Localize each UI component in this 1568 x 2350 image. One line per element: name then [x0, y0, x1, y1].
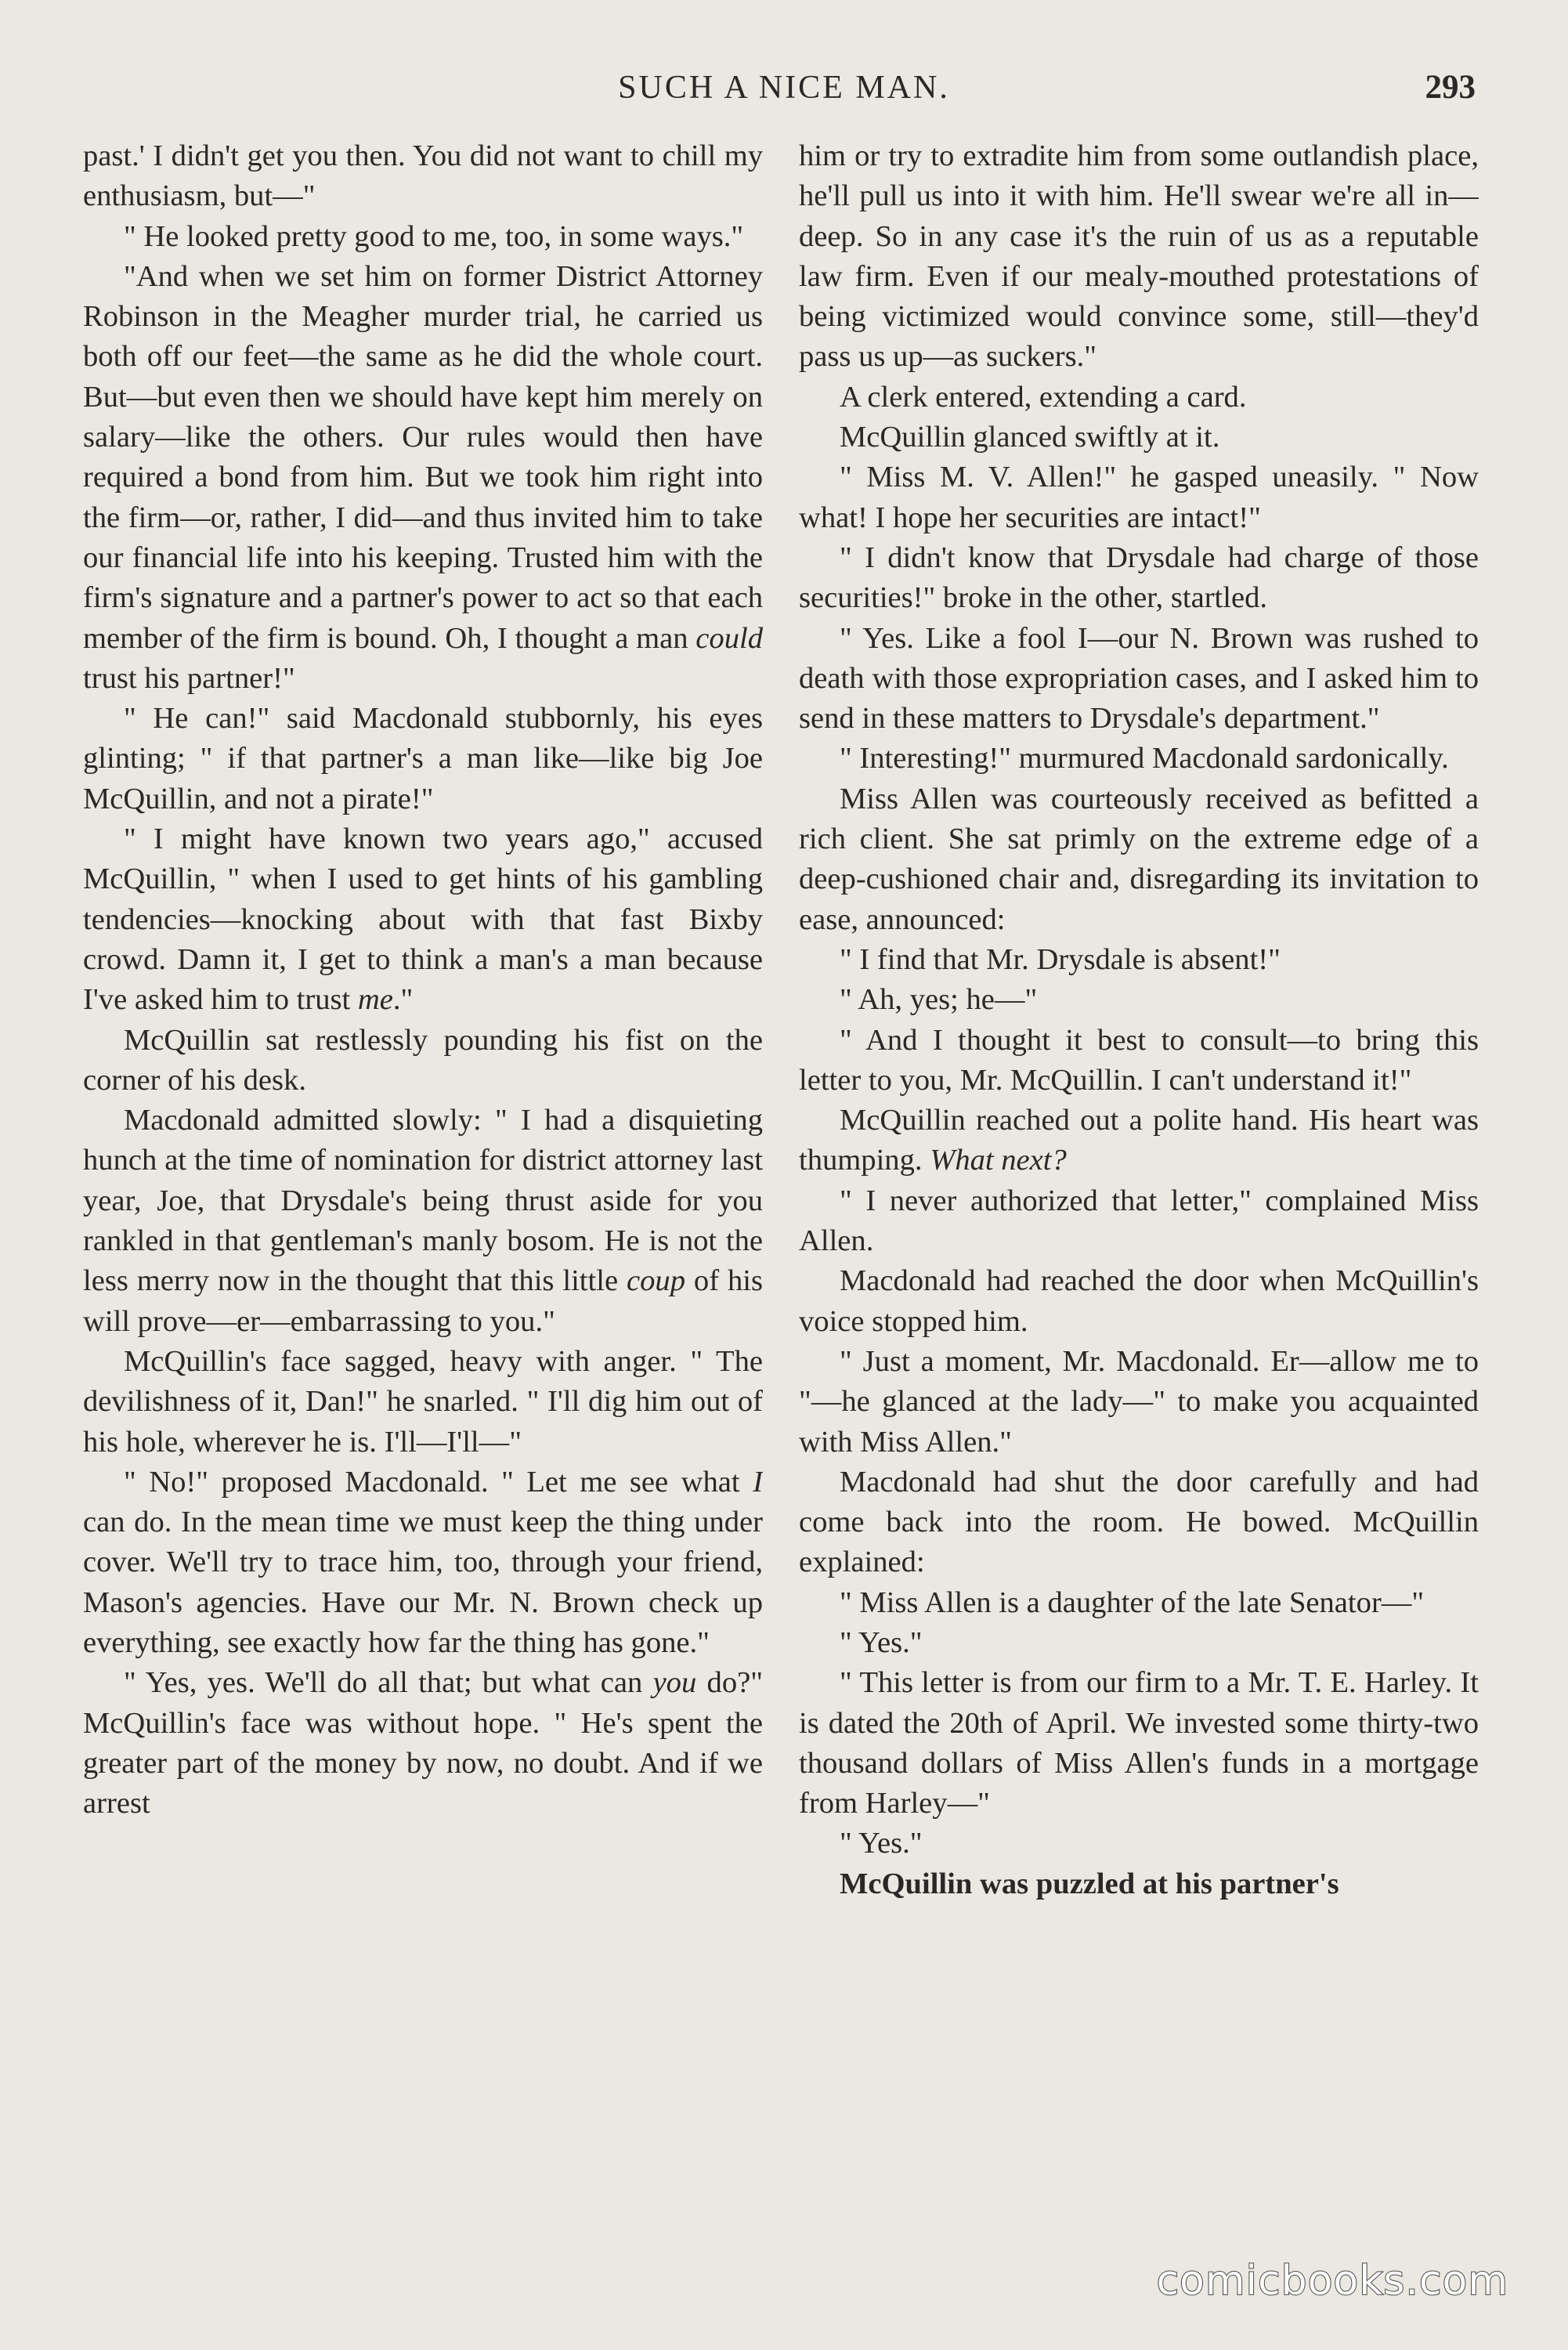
text-run: McQuillin glanced swiftly at it. — [840, 421, 1220, 454]
text-run: " No!" proposed Macdonald. " Let me see what — [124, 1465, 753, 1499]
paragraph-left-7 — [83, 1101, 763, 1342]
text-run: " I find that Mr. Drysdale is absent!" — [840, 942, 1281, 976]
paragraph-right-2 — [799, 378, 1479, 418]
paragraph-right-21 — [799, 1864, 1479, 1904]
text-column-left — [83, 136, 763, 2283]
paragraph-left-1 — [83, 136, 763, 217]
text-run: can do. In the mean time we must keep the thing under cover. We'll try to trace him, too, through your friend, Mason's agencies. Have our Mr. N. Brown check up everything, see exactly how far the thing has gone." — [83, 1506, 763, 1659]
paragraph-left-5 — [83, 819, 763, 1020]
paragraph-left-9 — [83, 1462, 763, 1663]
text-run: "And when we set him on former District Attorney Robinson in the Meagher murder trial, he carried us both off our feet—the same as he did the whole court. But—but even then we should have kept him merely on salary—like the others. Our rules would then have required a bond from him. But we took him right into the firm—or, rather, I did—and thus invited him to take our financial life into his keeping. Trusted him with the firm's signature and a partner's power to act so that each member of the firm is bound. Oh, I thought a man — [83, 259, 763, 655]
paragraph-right-4 — [799, 457, 1479, 538]
paragraph-right-13 — [799, 1181, 1479, 1262]
text-run: McQuillin reached out a polite hand. His heart was thumping. — [799, 1104, 1479, 1177]
text-run: " Ah, yes; he—" — [840, 983, 1038, 1017]
paragraph-right-19 — [799, 1663, 1479, 1824]
text-run: " Miss M. V. Allen!" he gasped uneasily. " Now what! I hope her securities are intact!" — [799, 461, 1479, 534]
text-run: trust his partner!" — [83, 661, 295, 695]
text-run: " Yes, yes. We'll do all that; but what can — [124, 1666, 653, 1700]
text-run: A clerk entered, extending a card. — [840, 380, 1247, 414]
text-run: " I didn't know that Drysdale had charge of those securities!" broke in the other, startled. — [799, 540, 1479, 615]
paragraph-right-12 — [799, 1101, 1479, 1181]
text-run: " Interesting!" murmured Macdonald sardonically. — [840, 742, 1449, 776]
text-run: " I might have known two years ago," accused McQuillin, " when I used to get hints of his gambling tendencies—knocking about with that fast Bixby crowd. Damn it, I get to think a man's a man because I've asked him to trust — [83, 822, 763, 1017]
text-run: do?" McQuillin's face was without hope. " He's spent the greater part of the money by now, no doubt. And if we arrest — [83, 1666, 763, 1820]
text-column-right — [799, 136, 1479, 2283]
paragraph-right-15 — [799, 1342, 1479, 1462]
running-title: SUCH A NICE MAN. — [618, 70, 950, 106]
paragraph-right-3 — [799, 418, 1479, 457]
text-run: Macdonald had reached the door when McQuillin's voice stopped him. — [799, 1264, 1479, 1338]
paragraph-left-3 — [83, 257, 763, 699]
text-run: " This letter is from our firm to a Mr. T. E. Harley. It is dated the 20th of April. We invested some thirty-two thousand dollars of Miss Allen's funds in a mortgage from Harley—" — [799, 1666, 1479, 1820]
text-run: of his will prove—er—embarrassing to you." — [83, 1264, 763, 1338]
text-run: Miss Allen was courteously received as befitted a rich client. She sat primly on the extreme edge of a deep-cushioned chair and, disregarding its invitation to ease, announced: — [799, 782, 1479, 936]
italic-text: you — [652, 1666, 697, 1700]
text-run: " Just a moment, Mr. Macdonald. Er—allow me to "—he glanced at the lady—" to make you acquainted with Miss Allen." — [799, 1344, 1479, 1459]
paragraph-right-10 — [799, 980, 1479, 1020]
text-run: " And I thought it best to consult—to bring this letter to you, Mr. McQuillin. I can't understand it!" — [799, 1023, 1479, 1097]
paragraph-right-1 — [799, 136, 1479, 378]
paragraph-right-5 — [799, 538, 1479, 619]
page-number: 293 — [1425, 69, 1476, 106]
text-run: McQuillin's face sagged, heavy with anger. " The devilishness of it, Dan!" he snarled. " I'll dig him out of his hole, wherever he is. I'll—I'll—" — [83, 1344, 763, 1459]
paragraph-right-11 — [799, 1021, 1479, 1101]
text-run: Macdonald had shut the door carefully and had come back into the room. He bowed. McQuillin explained: — [799, 1465, 1479, 1579]
paragraph-right-8 — [799, 779, 1479, 940]
watermark: comicbooks.com — [1156, 2258, 1508, 2305]
paragraph-left-6 — [83, 1021, 763, 1101]
paragraph-right-20 — [799, 1824, 1479, 1864]
text-run: past.' I didn't get you then. You did not want to chill my enthusiasm, but—" — [83, 139, 763, 213]
italic-text: coup — [627, 1264, 685, 1298]
text-run: " He can!" said Macdonald stubbornly, his eyes glinting; " if that partner's a man like—like big Joe McQuillin, and not a pirate!" — [83, 702, 763, 815]
italic-text: could — [695, 621, 763, 655]
italic-text: me — [357, 983, 393, 1017]
text-run: McQuillin was puzzled at his partner's — [840, 1867, 1339, 1900]
paragraph-right-18 — [799, 1623, 1479, 1663]
text-run: " Miss Allen is a daughter of the late Senator—" — [840, 1585, 1425, 1619]
paragraph-left-4 — [83, 699, 763, 819]
text-run: him or try to extradite him from some outlandish place, he'll pull us into it with him. He'll swear we're all in—deep. So in any case it's the ruin of us as a reputable law firm. Even if our mealy-mouthed protestations of being victimized would convince some, still—they'd pass us up—as suckers." — [799, 139, 1479, 374]
paragraph-left-2 — [83, 217, 763, 257]
paragraph-right-9 — [799, 940, 1479, 980]
text-run: " Yes." — [840, 1625, 923, 1659]
text-run: " He looked pretty good to me, too, in some ways." — [124, 219, 744, 253]
paragraph-right-14 — [799, 1261, 1479, 1342]
text-run: Macdonald admitted slowly: " I had a disquieting hunch at the time of nomination for district attorney last year, Joe, that Drysdale's being thrust aside for you rankled in that gentleman's manly bosom. He is not the less merry now in the thought that this little — [83, 1104, 763, 1298]
running-head — [0, 64, 1568, 111]
paragraph-right-16 — [799, 1462, 1479, 1583]
italic-text: I — [753, 1465, 763, 1499]
paragraph-right-17 — [799, 1583, 1479, 1623]
text-run: " I never authorized that letter," complained Miss Allen. — [799, 1184, 1479, 1258]
paragraph-right-7 — [799, 739, 1479, 779]
paragraph-left-10 — [83, 1663, 763, 1824]
text-run: " Yes." — [840, 1827, 923, 1860]
paragraph-right-6 — [799, 619, 1479, 739]
italic-text: What next? — [930, 1144, 1067, 1177]
paragraph-left-8 — [83, 1342, 763, 1462]
text-run: ." — [392, 983, 414, 1017]
text-run: McQuillin sat restlessly pounding his fist on the corner of his desk. — [83, 1023, 763, 1097]
text-run: " Yes. Like a fool I—our N. Brown was rushed to death with those expropriation cases, and I asked him to send in these matters to Drysdale's department." — [799, 621, 1479, 736]
